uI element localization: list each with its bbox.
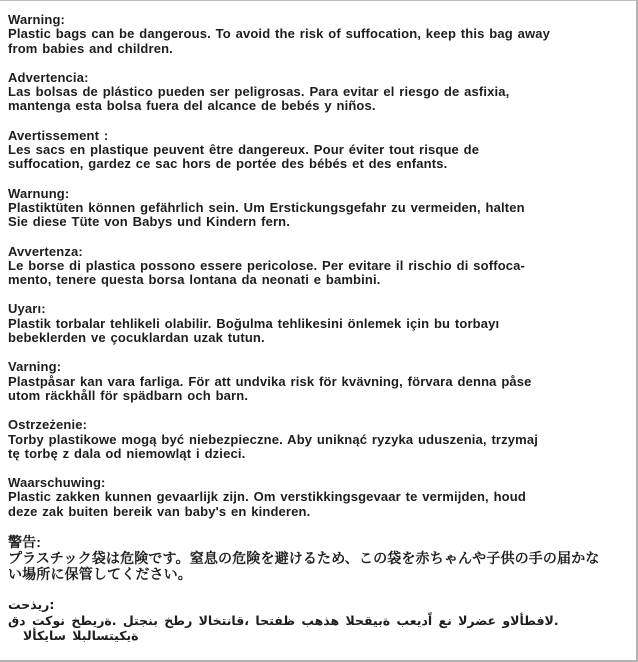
- section-line: deze zak buiten bereik van baby's en kinderen.: [8, 503, 311, 519]
- section-line: suffocation, gardez ce sac hors de portée des bébés et des enfants.: [8, 156, 448, 172]
- section-heading-dutch: Waarschuwing:: [8, 475, 106, 491]
- section-line: utom räckhåll för spädbarn och barn.: [8, 387, 249, 403]
- section-line: Plastpåsar kan vara farliga. För att undvika risk för kvävning, förvara denna påse: [8, 373, 532, 389]
- section-heading-turkish: Uyarı:: [8, 301, 46, 317]
- warning-section-spanish: [8, 71, 622, 114]
- warning-section-swedish: [8, 360, 622, 403]
- section-heading-japanese: 警告:: [8, 534, 42, 551]
- section-line: قد تكون خطيرة. لتجنب خطر الاختناق، احتفظ بهذه الحقيبة بعيداً عن الرضع والأطفال.: [8, 612, 559, 628]
- section-line: tę torbę z dala od niemowląt i dzieci.: [8, 445, 246, 461]
- section-heading-polish: Ostrzeżenie:: [8, 417, 88, 433]
- section-heading-arabic: تحذير:: [8, 597, 55, 613]
- section-line: الأكياس البلاستيكية: [23, 628, 139, 644]
- warning-section-italian: [8, 245, 622, 288]
- warning-section-japanese: [8, 534, 622, 582]
- section-line: mento, tenere questa borsa lontana da neonati e bambini.: [8, 272, 381, 288]
- section-heading-spanish: Advertencia:: [8, 69, 89, 85]
- section-line: Les sacs en plastique peuvent être dangereux. Pour éviter tout risque de: [8, 142, 480, 158]
- warning-section-french: [8, 129, 622, 172]
- section-line: Plastik torbalar tehlikeli olabilir. Boğulma tehlikesini önlemek için bu torbayı: [8, 315, 500, 331]
- section-heading-italian: Avvertenza:: [8, 243, 83, 259]
- section-line: プラスチック袋は危険です。窒息の危険を避けるため、この袋を赤ちゃんや子供の手の届かな: [8, 550, 600, 567]
- section-line: bebeklerden ve çocuklardan uzak tutun.: [8, 330, 265, 346]
- warning-section-german: [8, 187, 622, 230]
- section-line: Plastiktüten können gefährlich sein. Um Erstickungsgefahr zu vermeiden, halten: [8, 199, 525, 215]
- section-line: Sie diese Tüte von Babys und Kindern fern.: [8, 214, 291, 230]
- warning-section-polish: [8, 418, 622, 461]
- warning-section-turkish: [8, 302, 622, 345]
- section-heading-swedish: Varning:: [8, 359, 62, 375]
- section-heading-english: Warning:: [8, 12, 66, 27]
- warning-section-arabic: [8, 597, 622, 644]
- section-line: Torby plastikowe mogą być niebezpieczne. Aby uniknąć ryzyka uduszenia, trzymaj: [8, 431, 539, 447]
- section-line: Le borse di plastica possono essere pericolose. Per evitare il rischio di soffoca-: [8, 257, 526, 273]
- warning-section-english: [8, 13, 622, 56]
- warning-section-dutch: [8, 476, 622, 519]
- section-line: Plastic bags can be dangerous. To avoid the risk of suffocation, keep this bag away: [8, 26, 550, 42]
- section-line: mantenga esta bolsa fuera del alcance de bebés y niños.: [8, 98, 376, 114]
- section-line: from babies and children.: [8, 40, 173, 56]
- section-heading-german: Warnung:: [8, 185, 70, 201]
- section-line: Plastic zakken kunnen gevaarlijk zijn. Om verstikkingsgevaar te vermijden, houd: [8, 489, 526, 505]
- section-heading-french: Avertissement :: [8, 127, 109, 143]
- section-line: Las bolsas de plástico pueden ser peligrosas. Para evitar el riesgo de asfixia,: [8, 84, 510, 100]
- section-line: い場所に保管してください。: [8, 566, 192, 583]
